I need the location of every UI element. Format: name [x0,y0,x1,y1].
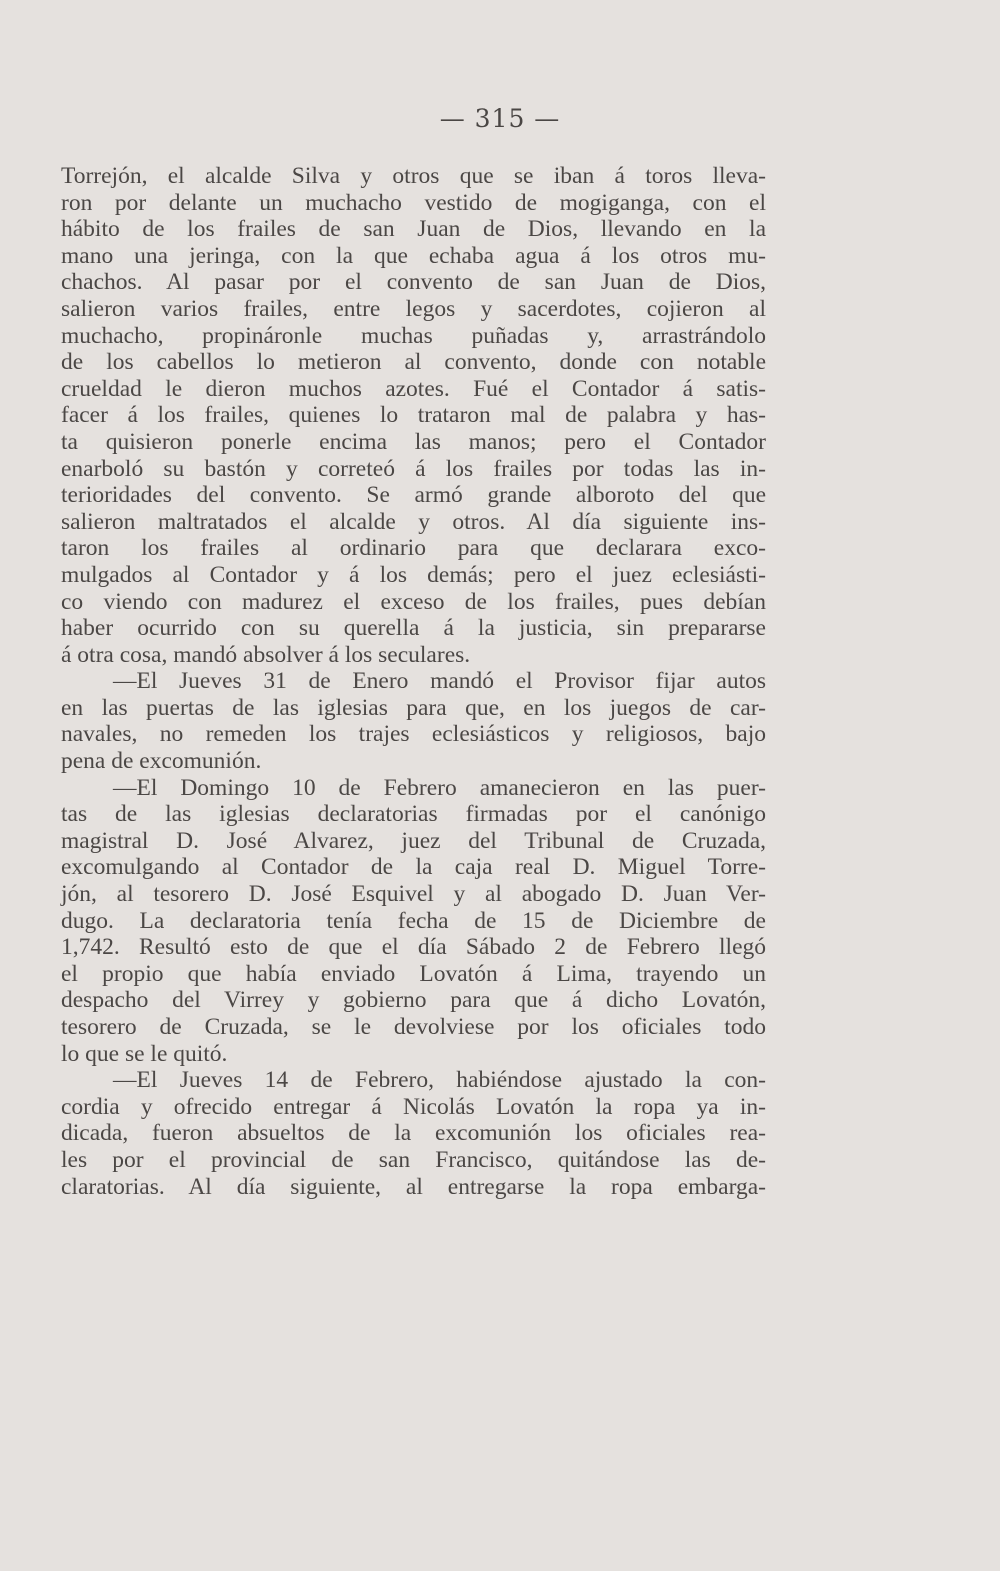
text-line: despacho del Virrey y gobierno para que á dicho Lovatón, [61,987,766,1014]
text-line: hábito de los frailes de san Juan de Dios, llevando en la [61,216,766,243]
text-line: excomulgando al Contador de la caja real D. Miguel Torre- [61,854,766,881]
text-line: tas de las iglesias declaratorias firmadas por el canónigo [61,801,766,828]
body-text [61,163,766,1200]
text-line: —El Jueves 31 de Enero mandó el Provisor fijar autos [113,668,766,695]
text-line: tesorero de Cruzada, se le devolviese por los oficiales todo [61,1014,766,1040]
text-line: muchacho, propináronle muchas puñadas y, arrastrándolo [61,322,766,349]
text-line: navales, no remeden los trajes eclesiásticos y religiosos, bajo [61,721,766,748]
text-line: á otra cosa, mandó absolver á los seculares. [61,641,471,668]
text-line: el propio que había enviado Lovatón á Lima, trayendo un [61,960,766,987]
text-line: en las puertas de las iglesias para que, en los juegos de car- [61,694,766,721]
text-line: pena de excomunión. [61,748,262,775]
text-line: crueldad le dieron muchos azotes. Fué el Contador á satis- [61,375,766,402]
text-line: salieron varios frailes, entre legos y sacerdotes, cojieron al [61,295,766,322]
text-line: lo que se le quitó. [61,1040,228,1067]
text-line: salieron maltratados el alcalde y otros. Al día siguiente ins- [61,508,766,535]
text-line: claratorias. Al día siguiente, al entregarse la ropa embarga- [61,1173,766,1200]
text-line: cordia y ofrecido entregar á Nicolás Lovatón la ropa ya in- [61,1093,766,1120]
text-line: co viendo con madurez el exceso de los frailes, pues debían [61,588,766,615]
text-line: terioridades del convento. Se armó grande alboroto del que [61,482,766,509]
text-line: ron por delante un muchacho vestido de mogiganga, con el [61,189,766,216]
page-number: — 315 — [439,104,561,133]
text-line: 1,742. Resultó esto de que el día Sábado 2 de Febrero llegó [61,934,766,961]
text-line: ta quisieron ponerle encima las manos; pero el Contador [61,428,766,455]
text-line: chachos. Al pasar por el convento de san Juan de Dios, [61,269,766,296]
text-line: enarboló su bastón y correteó á los frailes por todas las in- [61,455,766,482]
text-line: magistral D. José Alvarez, juez del Tribunal de Cruzada, [61,827,766,854]
text-line: mulgados al Contador y á los demás; pero el juez eclesiásti- [61,561,766,588]
text-line: de los cabellos lo metieron al convento, donde con notable [61,349,766,376]
text-line: dicada, fueron absueltos de la excomunión los oficiales rea- [61,1120,766,1147]
text-line: Torrejón, el alcalde Silva y otros que se iban á toros lleva- [61,163,766,189]
text-line: jón, al tesorero D. José Esquivel y al abogado D. Juan Ver- [61,881,766,908]
text-line: taron los frailes al ordinario para que declarara exco- [61,535,766,562]
text-line: les por el provincial de san Francisco, quitándose las de- [61,1146,766,1173]
text-line: mano una jeringa, con la que echaba agua á los otros mu- [61,242,766,269]
text-line: dugo. La declaratoria tenía fecha de 15 de Diciembre de [61,907,766,934]
text-line: —El Domingo 10 de Febrero amanecieron en las puer- [113,774,766,801]
text-line: facer á los frailes, quienes lo trataron mal de palabra y has- [61,402,766,429]
text-line: —El Jueves 14 de Febrero, habiéndose ajustado la con- [113,1067,766,1094]
text-line: haber ocurrido con su querella á la justicia, sin prepararse [61,615,766,642]
